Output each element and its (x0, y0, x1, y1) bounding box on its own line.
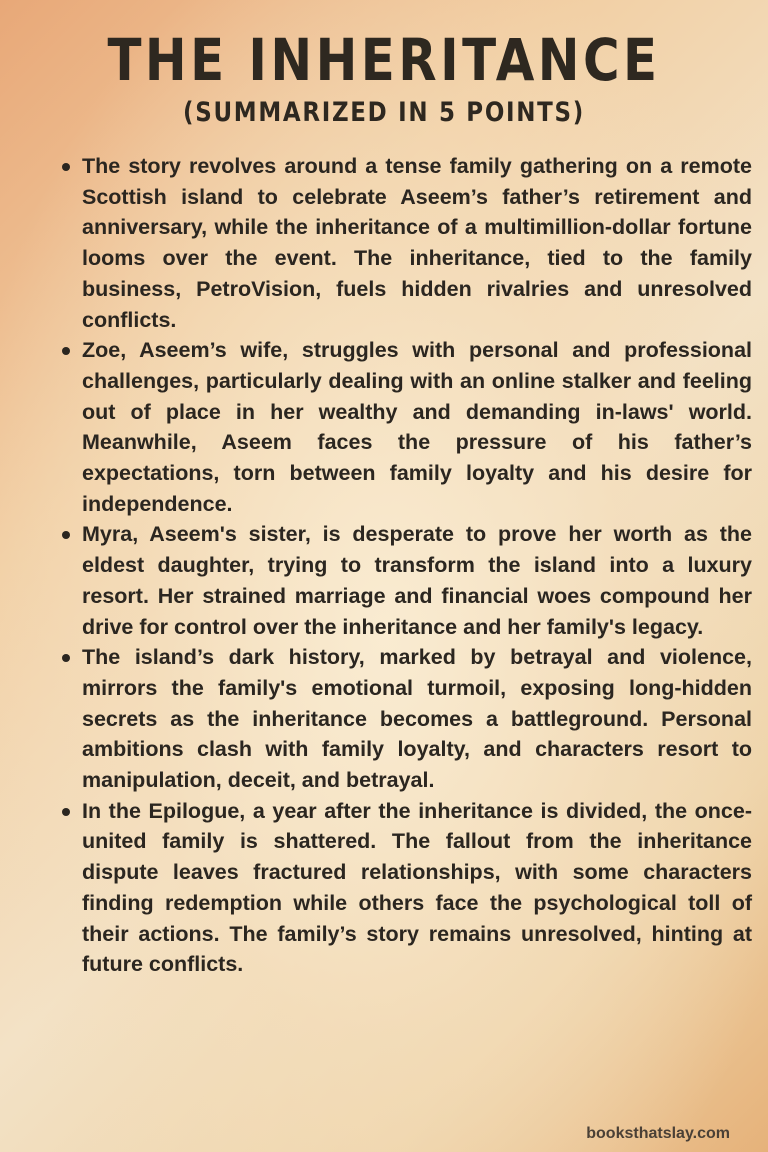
summary-point: In the Epilogue, a year after the inheritance is divided, the once-united family is shattered. The fallout from the inheritance dispute leaves fractured relationships, with some characters finding redemption while others face the psychological toll of their actions. The family’s story remains unresolved, hinting at future conflicts. (82, 796, 752, 980)
summary-points-list (60, 151, 752, 980)
page-title: THE INHERITANCE (107, 26, 661, 94)
summary-point: The story revolves around a tense family gathering on a remote Scottish island to celebrate Aseem’s father’s retirement and anniversary, while the inheritance of a multimillion-dollar fortune looms over the event. The inheritance, tied to the family business, PetroVision, fuels hidden rivalries and unresolved conflicts. (82, 151, 752, 335)
page-subtitle: (SUMMARIZED IN 5 POINTS) (183, 97, 585, 128)
summary-point: The island’s dark history, marked by betrayal and violence, mirrors the family's emotional turmoil, exposing long-hidden secrets as the inheritance becomes a battleground. Personal ambitions clash with family loyalty, and characters resort to manipulation, deceit, and betrayal. (82, 642, 752, 796)
site-credit: booksthatslay.com (586, 1125, 730, 1142)
summary-point: Myra, Aseem's sister, is desperate to prove her worth as the eldest daughter, trying to transform the island into a luxury resort. Her strained marriage and financial woes compound her drive for control over the inheritance and her family's legacy. (82, 519, 752, 642)
summary-point: Zoe, Aseem’s wife, struggles with personal and professional challenges, particularly dealing with an online stalker and feeling out of place in her wealthy and demanding in-laws' world. Meanwhile, Aseem faces the pressure of his father’s expectations, torn between family loyalty and his desire for independence. (82, 335, 752, 519)
